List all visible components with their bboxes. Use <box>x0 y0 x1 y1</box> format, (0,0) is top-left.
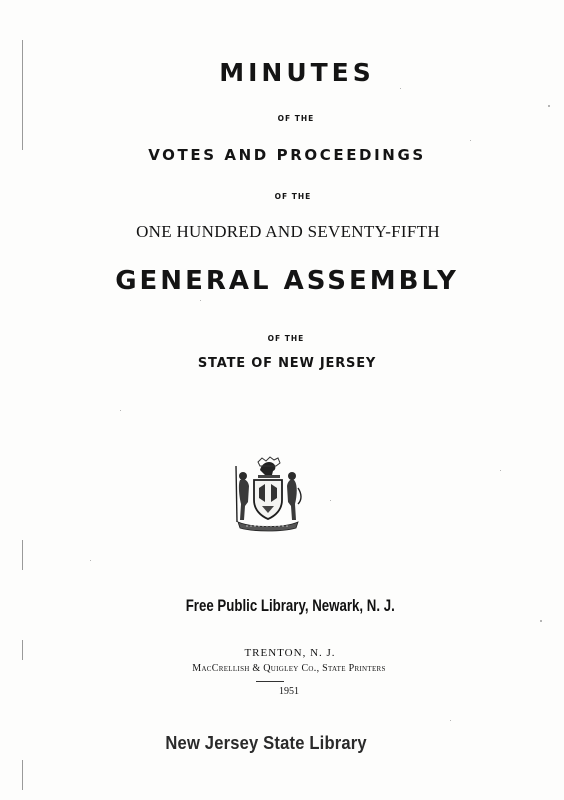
assembly-heading: GENERAL ASSEMBLY <box>115 266 459 296</box>
state-name: STATE OF NEW JERSEY <box>197 356 377 371</box>
scan-speck <box>200 300 201 301</box>
state-library-stamp: New Jersey State Library <box>165 733 367 753</box>
scan-edge-mark <box>22 540 23 570</box>
session-number: ONE HUNDRED AND SEVENTY-FIFTH <box>136 222 440 241</box>
scan-speck <box>90 560 91 561</box>
of-the-label: OF THE <box>277 114 315 123</box>
imprint-printers: MacCrellish & Quigley Co., State Printers <box>192 663 386 674</box>
imprint-divider <box>256 681 284 682</box>
scan-speck <box>120 410 121 411</box>
document-subtitle: VOTES AND PROCEEDINGS <box>148 146 426 164</box>
scan-speck <box>400 88 401 89</box>
scan-speck <box>500 470 501 471</box>
of-the-label: OF THE <box>267 334 305 343</box>
scan-speck <box>330 500 331 501</box>
publication-year: 1951 <box>279 686 299 697</box>
document-title: MINUTES <box>219 58 375 87</box>
scan-speck <box>470 140 471 141</box>
scan-speck <box>540 620 542 622</box>
scan-edge-mark <box>22 760 23 790</box>
scan-edge-mark <box>22 40 23 150</box>
library-stamp: Free Public Library, Newark, N. J. <box>185 596 395 615</box>
scan-speck <box>450 720 451 721</box>
scan-speck <box>548 105 550 107</box>
imprint-city: TRENTON, N. J. <box>244 647 336 659</box>
of-the-label: OF THE <box>274 192 312 201</box>
state-seal-icon <box>232 456 304 532</box>
